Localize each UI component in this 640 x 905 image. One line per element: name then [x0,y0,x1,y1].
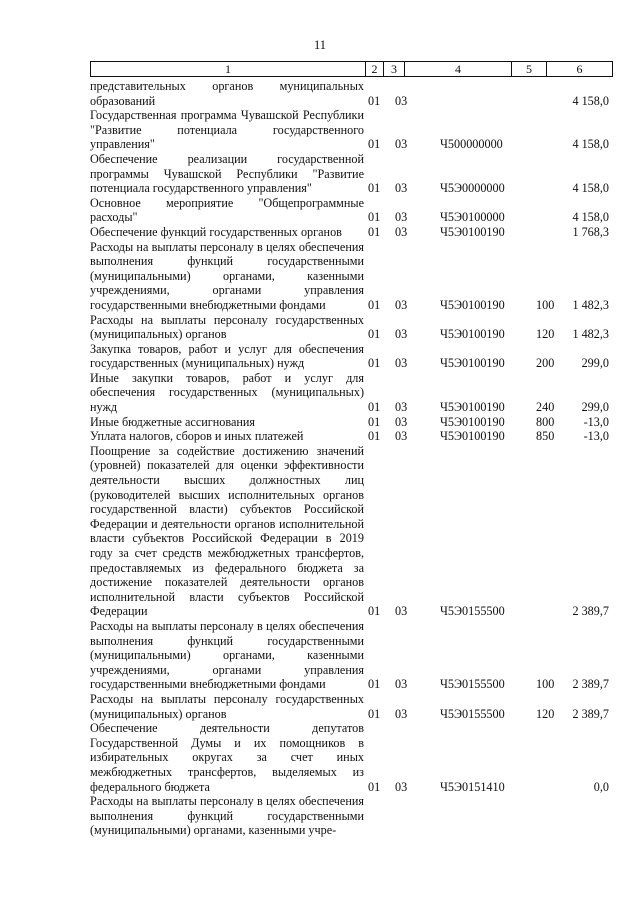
target-article-code: Ч5Э0100000 [440,210,505,225]
target-article-code: Ч5Э0100190 [440,429,505,444]
subsection-code: 03 [395,356,408,371]
table-row [90,196,611,225]
amount: 4 158,0 [572,210,609,225]
row-description: Государственная программа Чувашской Республики "Развитие потенциала государственного управления" [90,108,364,152]
section-code: 01 [368,93,381,108]
subsection-code: 03 [395,181,408,196]
table-row [90,152,611,196]
header-col-1: 1 [91,62,366,76]
amount: 2 389,7 [572,604,609,619]
target-article-code: Ч5Э0151410 [440,779,505,794]
subsection-code: 03 [395,604,408,619]
header-col-4: 4 [405,62,512,76]
subsection-code: 03 [395,93,408,108]
header-col-3: 3 [384,62,405,76]
expense-type-code: 200 [536,356,555,371]
subsection-code: 03 [395,210,408,225]
target-article-code: Ч5Э0155500 [440,604,505,619]
target-article-code: Ч500000000 [440,137,503,152]
section-code: 01 [368,677,381,692]
section-code: 01 [368,210,381,225]
row-description: Расходы на выплаты персоналу в целях обеспечения выполнения функций государственными (муниципальными) органами, казенными учреждениями, органами управления государственными внебюджетными фондами [90,618,364,692]
row-description: Иные закупки товаров, работ и услуг для обеспечения государственных (муниципальных) нужд [90,370,364,415]
table-row [90,619,611,692]
amount: 1 482,3 [572,327,609,342]
table-row [90,415,611,430]
header-col-5: 5 [512,62,547,76]
table-row [90,429,611,444]
target-article-code: Ч5Э0100190 [440,224,505,239]
amount: 299,0 [581,356,609,371]
amount: 299,0 [581,400,609,415]
amount: 1 482,3 [572,297,609,312]
amount: 1 768,3 [572,224,609,239]
target-article-code: Ч5Э0100190 [440,356,505,371]
target-article-code: Ч5Э0155500 [440,706,505,721]
amount: -13,0 [583,429,609,444]
row-description: Основное мероприятие "Общепрограммные расходы" [90,195,364,225]
section-code: 01 [368,706,381,721]
table-row [90,342,611,371]
table-row [90,371,611,415]
target-article-code: Ч5Э0100190 [440,414,505,429]
subsection-code: 03 [395,706,408,721]
amount: 4 158,0 [572,93,609,108]
amount: -13,0 [583,414,609,429]
section-code: 01 [368,429,381,444]
table-row [90,313,611,342]
table-row [90,225,611,240]
row-description: Расходы на выплаты персоналу государственных (муниципальных) органов [90,691,364,721]
subsection-code: 03 [395,137,408,152]
row-description: Обеспечение деятельности депутатов Государственной Думы и их помощников в избирательных округах за счет иных межбюджетных трансфертов, выделяемых из федерального бюджета [90,721,364,794]
table-row [90,794,611,838]
row-description: Уплата налогов, сборов и иных платежей [90,429,304,444]
section-code: 01 [368,779,381,794]
subsection-code: 03 [395,414,408,429]
target-article-code: Ч5Э0100190 [440,327,505,342]
expense-type-code: 850 [536,429,555,444]
header-col-2: 2 [366,62,384,76]
section-code: 01 [368,297,381,312]
row-description: Расходы на выплаты персоналу государственных (муниципальных) органов [90,312,364,342]
row-description: Закупка товаров, работ и услуг для обеспечения государственных (муниципальных) нужд [90,341,364,371]
row-description: Поощрение за содействие достижению значений (уровней) показателей для оценки эффективности деятельности высших должностных лиц (руководителей высших исполнительных органов государственной власти) субъектов Российской Федерации и деятельности органов исполнительной власти субъектов Российской Федерации в 2019 году за счет средств межбюджетных трансфертов, предоставляемых из федерального бюджета за достижение показателей деятельности органов исполнительной власти субъектов Российской Федерации [90,443,364,619]
target-article-code: Ч5Э0100190 [440,297,505,312]
amount: 4 158,0 [572,181,609,196]
target-article-code: Ч5Э0100190 [440,400,505,415]
expense-type-code: 800 [536,414,555,429]
table-row [90,240,611,313]
amount: 2 389,7 [572,706,609,721]
section-code: 01 [368,327,381,342]
table-body [90,79,611,838]
section-code: 01 [368,414,381,429]
table-header [90,61,613,77]
subsection-code: 03 [395,327,408,342]
subsection-code: 03 [395,400,408,415]
subsection-code: 03 [395,779,408,794]
row-description: Иные бюджетные ассигнования [90,414,256,429]
target-article-code: Ч5Э0000000 [440,181,505,196]
section-code: 01 [368,604,381,619]
row-description: Расходы на выплаты персоналу в целях обеспечения выполнения функций государственными (муниципальными) органами, казенными учре- [90,794,364,838]
table-row [90,692,611,721]
expense-type-code: 120 [536,706,555,721]
section-code: 01 [368,224,381,239]
amount: 4 158,0 [572,137,609,152]
section-code: 01 [368,181,381,196]
subsection-code: 03 [395,224,408,239]
table-row [90,721,611,794]
section-code: 01 [368,137,381,152]
row-description: Обеспечение функций государственных органов [90,224,342,239]
subsection-code: 03 [395,429,408,444]
row-description: Расходы на выплаты персоналу в целях обеспечения выполнения функций государственными (муниципальными) органами, казенными учреждениями, органами управления государственными внебюджетными фондами [90,239,364,312]
table-row [90,79,611,108]
subsection-code: 03 [395,677,408,692]
row-description: Обеспечение реализации государственной программы Чувашской Республики "Развитие потенциала государственного управления" [90,151,364,196]
amount: 0,0 [593,779,609,794]
section-code: 01 [368,400,381,415]
expense-type-code: 100 [536,677,555,692]
row-description: представительных органов муниципальных образований [90,79,364,108]
expense-type-code: 240 [536,400,555,415]
expense-type-code: 100 [536,297,555,312]
section-code: 01 [368,356,381,371]
expense-type-code: 120 [536,327,555,342]
table-row [90,108,611,152]
subsection-code: 03 [395,297,408,312]
page-number: 11 [313,38,327,52]
target-article-code: Ч5Э0155500 [440,677,505,692]
header-col-6: 6 [576,62,583,76]
amount: 2 389,7 [572,677,609,692]
table-row [90,444,611,619]
